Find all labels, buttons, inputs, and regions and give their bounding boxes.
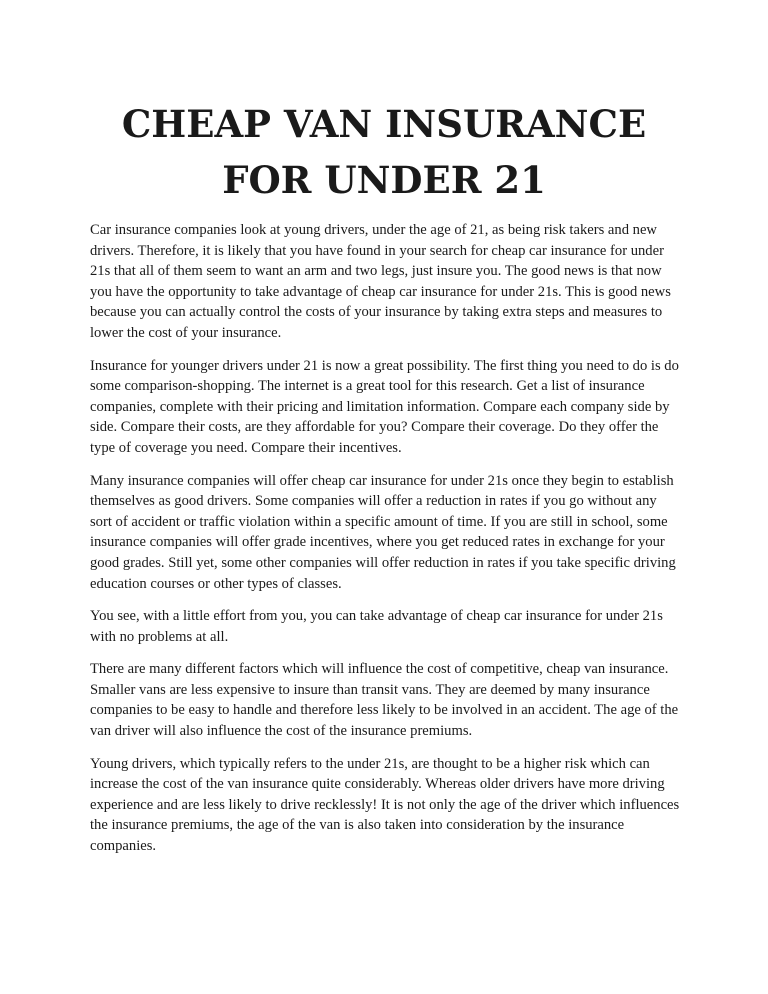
paragraph: Car insurance companies look at young drivers, under the age of 21, as being risk takers and new drivers. Therefore, it is likely that you have found in your search for cheap car insurance for under 21s that all of them seem to want an arm and two legs, just insure you. The good news is that now you have the opportunity to take advantage of cheap car insurance for under 21s. This is good news because you can actually control the costs of your insurance by taking extra steps and measures to lower the cost of your insurance. [90, 222, 671, 341]
page-title [0, 96, 768, 208]
paragraph: Many insurance companies will offer cheap car insurance for under 21s once they begin to establish themselves as good drivers. Some companies will offer a reduction in rates if you go without any sort of accident or traffic violation within a specific amount of time. If you are still in school, some insurance companies will offer grade incentives, where you get reduced rates in exchange for your good grades. Still yet, some other companies will offer reduction in rates if you take specific driving education courses or other types of classes. [90, 472, 676, 592]
title-line-1: CHEAP VAN INSURANCE [121, 102, 647, 146]
paragraph: You see, with a little effort from you, you can take advantage of cheap car insurance for under 21s with no problems at all. [90, 608, 663, 645]
title-line-2: FOR UNDER 21 [222, 158, 546, 202]
paragraph: Young drivers, which typically refers to the under 21s, are thought to be a higher risk which can increase the cost of the van insurance quite considerably. Whereas older drivers have more driving experience and are less likely to drive recklessly! It is not only the age of the driver which influences the insurance premiums, the age of the van is also taken into consideration by the insurance companies. [90, 755, 680, 855]
document-body [90, 220, 680, 869]
paragraph: Insurance for younger drivers under 21 is now a great possibility. The first thing you need to do is do some comparison-shopping. The internet is a great tool for this research. Get a list of insurance companies, complete with their pricing and limitation information. Compare each company side by side. Compare their costs, are they affordable for you? Compare their coverage. Do they offer the type of coverage you need. Compare their incentives. [90, 357, 679, 456]
paragraph: There are many different factors which will influence the cost of competitive, cheap van insurance. Smaller vans are less expensive to insure than transit vans. They are deemed by many insurance companies to be easy to handle and therefore less likely to be involved in an accident. The age of the van driver will also influence the cost of the insurance premiums. [90, 661, 679, 740]
